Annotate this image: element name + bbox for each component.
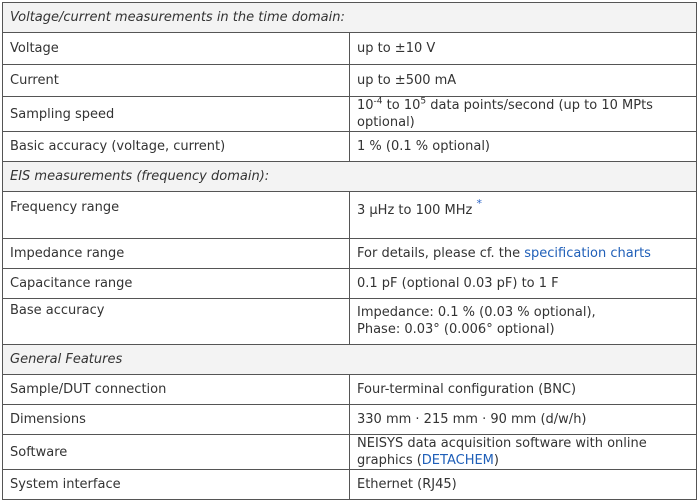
frequency-value <box>350 192 697 239</box>
current-label: Current <box>3 65 350 97</box>
spec-table <box>2 2 697 500</box>
current-value: up to ±500 mA <box>350 65 697 97</box>
impedance-value <box>350 239 697 269</box>
table-row <box>3 65 697 97</box>
table-row <box>3 405 697 435</box>
base-accuracy-value <box>350 299 697 345</box>
connection-label: Sample/DUT connection <box>3 375 350 405</box>
detachem-link[interactable]: DETACHEM <box>421 453 494 468</box>
impedance-value-text: For details, please cf. the <box>357 246 525 261</box>
base-accuracy-line: Impedance: 0.1 % (0.03 % optional), <box>357 305 596 320</box>
table-row <box>3 269 697 299</box>
sampling-value-part: data points/second (up to 10 MPts optional) <box>357 98 653 130</box>
capacitance-value: 0.1 pF (optional 0.03 pF) to 1 F <box>350 269 697 299</box>
table-row <box>3 239 697 269</box>
footnote-marker[interactable]: * <box>476 197 482 210</box>
paren-open: ( <box>416 453 422 468</box>
table-row <box>3 192 697 239</box>
sampling-value <box>350 97 697 132</box>
interface-label: System interface <box>3 470 350 500</box>
sampling-exponent: -4 <box>373 96 383 107</box>
specification-charts-link[interactable]: specification charts <box>524 246 651 261</box>
table-row <box>3 470 697 500</box>
frequency-label: Frequency range <box>3 192 350 239</box>
sampling-label: Sampling speed <box>3 97 350 132</box>
dimensions-label: Dimensions <box>3 405 350 435</box>
dimensions-value: 330 mm · 215 mm · 90 mm (d/w/h) <box>350 405 697 435</box>
software-value <box>350 435 697 470</box>
section-row <box>3 345 697 375</box>
section-row <box>3 162 697 192</box>
basic-accuracy-label: Basic accuracy (voltage, current) <box>3 132 350 162</box>
table-row <box>3 375 697 405</box>
section-eis: EIS measurements (frequency domain): <box>3 162 697 192</box>
software-label: Software <box>3 435 350 470</box>
sampling-value-part: to 10 <box>382 98 421 113</box>
table-row <box>3 33 697 65</box>
section-time-domain: Voltage/current measurements in the time domain: <box>3 3 697 33</box>
base-accuracy-line: Phase: 0.03° (0.006° optional) <box>357 322 555 337</box>
voltage-label: Voltage <box>3 33 350 65</box>
paren-close: ) <box>493 453 499 468</box>
software-value-text: NEISYS data acquisition software with online graphics <box>357 436 647 468</box>
section-general: General Features <box>3 345 697 375</box>
table-row <box>3 435 697 470</box>
capacitance-label: Capacitance range <box>3 269 350 299</box>
connection-value: Four-terminal configuration (BNC) <box>350 375 697 405</box>
base-accuracy-label: Base accuracy <box>3 299 350 345</box>
table-row <box>3 132 697 162</box>
interface-value: Ethernet (RJ45) <box>350 470 697 500</box>
impedance-label: Impedance range <box>3 239 350 269</box>
sampling-exponent: 5 <box>420 96 427 107</box>
basic-accuracy-value: 1 % (0.1 % optional) <box>350 132 697 162</box>
sampling-value-part: 10 <box>357 98 374 113</box>
frequency-value-text: 3 µHz to 100 MHz <box>357 203 477 218</box>
table-row <box>3 299 697 345</box>
voltage-value: up to ±10 V <box>350 33 697 65</box>
table-row <box>3 97 697 132</box>
section-row <box>3 3 697 33</box>
